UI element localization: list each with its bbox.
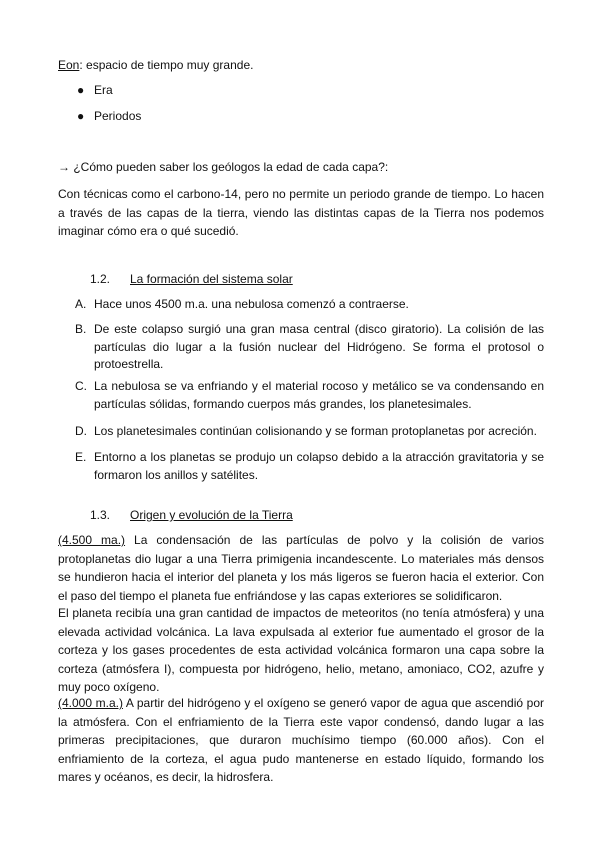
list-item-a [75,296,544,314]
list-label: A. [75,297,87,311]
list-label: B. [75,322,87,336]
bullet-icon: ● [77,109,85,123]
answer-paragraph: Con técnicas como el carbono-14, pero no permite un periodo grande de tiempo. Lo hacen a través de las capas de la tierra, viendo las distintas capas de la Tierra nos podemos imaginar cómo era o qué sucedió. [58,187,544,239]
list-text: De este colapso surgió una gran masa central (disco giratorio). La colisión de las partículas dio lugar a la fusión nuclear del Hidrógeno. Se forma el protosol o protoestrella. [94,322,544,371]
list-text: Los planetesimales continúan colisionando y se forman protoplanetas por acreción. [94,424,537,438]
paragraph-atmosphere: El planeta recibía una gran cantidad de impactos de meteoritos (no tenía atmósfera) y una elevada actividad volcánica. La lava expulsada al exterior fue aumentado el grosor de la corteza y los gases procedentes de esta actividad volcánica formaron una capa sobre la corteza (atmósfera I), compuesta por hidrógeno, helio, metano, amoniaco, CO2, azufre y muy poco oxígeno. [58,606,544,695]
paragraph-text: La condensación de las partículas de polvo y la colisión de varios protoplanetas dio lugar a una Tierra primigenia incandescente. Lo materiales más densos se hundieron hacia el interior del planeta y los más ligeros se fueron hacia el exterior. Con el paso del tiempo el planeta fue enfriándose y las capas exteriores se solidificaron. [58,533,545,603]
list-item-b [75,321,544,374]
list-item-d [75,423,544,441]
section-title: Origen y evolución de la Tierra [130,508,293,522]
list-label: D. [75,424,87,438]
section-heading-1-3 [90,506,293,524]
date-label: (4.500 ma.) [58,533,126,547]
list-text: Entorno a los planetas se produjo un colapso debido a la atracción gravitatoria y se formaron los anillos y satélites. [94,450,544,482]
list-text: La nebulosa se va enfriando y el material rocoso y metálico se va condensando en partículas sólidas, formando cuerpos más grandes, los planetesimales. [94,379,544,411]
eon-term: Eon [58,58,80,72]
section-title: La formación del sistema solar [130,272,293,286]
section-number: 1.2. [90,272,111,286]
section-heading-1-2 [90,270,293,288]
list-label: E. [75,450,87,464]
bullet-text: Periodos [94,109,142,123]
eon-definition-text: : espacio de tiempo muy grande. [79,58,254,72]
bullet-icon: ● [77,83,85,97]
bullet-text: Era [94,83,113,97]
paragraph-4500-ma [58,531,544,605]
list-item-c [75,378,544,413]
list-item-e [75,449,544,484]
eon-definition [58,56,544,75]
paragraph-4000-ma [58,694,544,787]
date-label: (4.000 m.a.) [58,696,123,710]
list-text: Hace unos 4500 m.a. una nebulosa comenzó a contraerse. [94,297,409,311]
paragraph-text: A partir del hidrógeno y el oxígeno se generó vapor de agua que ascendió por la atmósfera. Con el enfriamiento de la Tierra este vapor condensó, dando lugar a las primeras precipitaciones, que duraron muchísimo tiempo (60.000 años). Con el enfriamiento de la corteza, el agua pudo mantenerse en estado líquido, formando los mares y océanos, es decir, la hidrosfera. [58,696,544,785]
question-line: → ¿Cómo pueden saber los geólogos la edad de cada capa?: [58,160,389,174]
list-label: C. [75,379,87,393]
section-number: 1.3. [90,508,111,522]
